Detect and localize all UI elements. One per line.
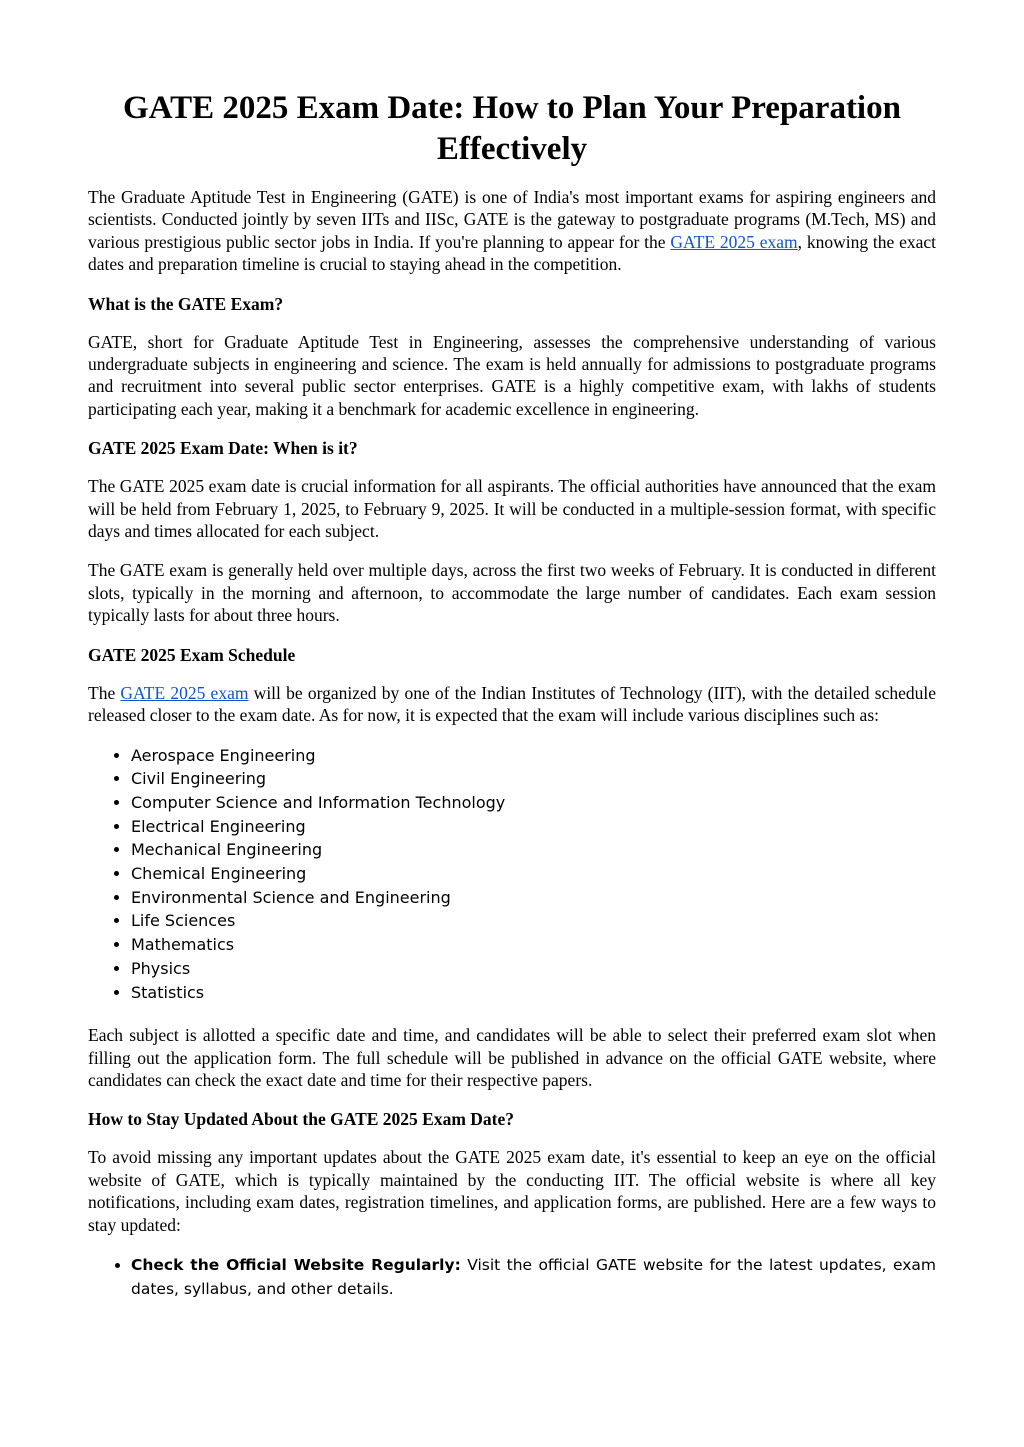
page-title: GATE 2025 Exam Date: How to Plan Your Preparation Effectively	[123, 90, 901, 167]
schedule-text-after: will be organized by one of the Indian Institutes of Technology (IIT), with the detailed schedule released closer to the exam date. As for now, it is expected that the exam will include various disciplines such as:	[88, 682, 936, 726]
schedule-text-before: The	[88, 682, 121, 703]
exam-date-heading: GATE 2025 Exam Date: When is it?	[88, 438, 358, 459]
what-is-gate-heading: What is the GATE Exam?	[88, 293, 284, 314]
gate-2025-exam-link[interactable]: GATE 2025 exam	[670, 231, 798, 252]
schedule-details-paragraph: Each subject is allotted a specific date and time, and candidates will be able to select their preferred exam slot when filling out the application form. The full schedule will be published in advance on the official GATE website, where candidates can check the exact date and time for their respective papers.	[88, 1025, 936, 1091]
exam-schedule-heading: GATE 2025 Exam Schedule	[88, 644, 296, 665]
tip-text: Visit the official GATE website for the latest updates, exam dates, syllabus, and other details.	[131, 1256, 937, 1299]
intro-text-after: , knowing the exact dates and preparation timeline is crucial to staying ahead in the competition.	[88, 231, 937, 275]
list-item: • Physics	[131, 957, 936, 981]
gate-2025-exam-link-2[interactable]: GATE 2025 exam	[120, 682, 249, 703]
list-item: • Chemical Engineering	[131, 862, 936, 886]
list-item	[131, 1253, 936, 1301]
document-page	[88, 88, 936, 1301]
list-item: • Computer Science and Information Technology	[131, 791, 936, 815]
exam-date-paragraph-2: The GATE exam is generally held over multiple days, across the first two weeks of February. It is conducted in different slots, typically in the morning and afternoon, to accommodate the large number of candidates. Each exam session typically lasts for about three hours.	[88, 560, 936, 626]
intro-text-before: The Graduate Aptitude Test in Engineering (GATE) is one of India's most important exams for aspiring engineers and scientists. Conducted jointly by seven IITs and IISc, GATE is the gateway to postgraduate programs (M.Tech, MS) and various prestigious public sector jobs in India. If you're planning to appear for the	[88, 187, 936, 252]
subjects-list	[88, 744, 936, 1005]
list-item: • Mechanical Engineering	[131, 838, 936, 862]
list-item: • Aerospace Engineering	[131, 744, 936, 768]
what-is-gate-paragraph: GATE, short for Graduate Aptitude Test in Engineering, assesses the comprehensive understanding of various undergraduate subjects in engineering and science. The exam is held annually for admissions to postgraduate programs and recruitment into several public sector enterprises. GATE is a highly competitive exam, with lakhs of students participating each year, making it a benchmark for academic excellence in engineering.	[88, 331, 936, 419]
list-item: • Statistics	[131, 981, 936, 1005]
tip-label: Check the Official Website Regularly:	[131, 1256, 461, 1275]
list-item: • Mathematics	[131, 933, 936, 957]
stay-updated-paragraph: To avoid missing any important updates about the GATE 2025 exam date, it's essential to keep an eye on the official website of GATE, which is typically maintained by the conducting IIT. The official website is where all key notifications, including exam dates, registration timelines, and application forms, are published. Here are a few ways to stay updated:	[88, 1147, 936, 1235]
stay-updated-heading: How to Stay Updated About the GATE 2025 Exam Date?	[88, 1109, 515, 1130]
exam-schedule-paragraph	[88, 682, 936, 727]
list-item: • Environmental Science and Engineering	[131, 886, 936, 910]
tips-list	[88, 1253, 936, 1301]
list-item: • Life Sciences	[131, 909, 936, 933]
exam-date-paragraph-1: The GATE 2025 exam date is crucial information for all aspirants. The official authorities have announced that the exam will be held from February 1, 2025, to February 9, 2025. It will be conducted in a multiple-session format, with specific days and times allocated for each subject.	[88, 476, 936, 542]
list-item: • Civil Engineering	[131, 767, 936, 791]
intro-paragraph	[88, 186, 936, 276]
list-item: • Electrical Engineering	[131, 815, 936, 839]
